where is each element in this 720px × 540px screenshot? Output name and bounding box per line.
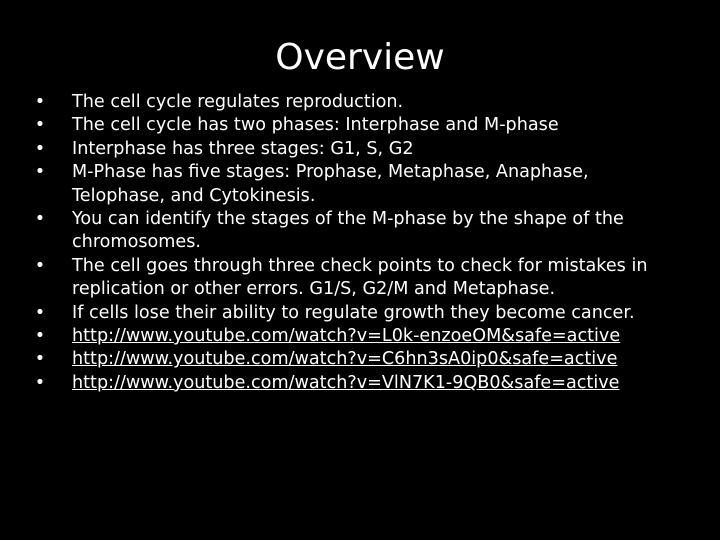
youtube-link[interactable]: http://www.youtube.com/watch?v=VlN7K1-9QB0&safe=active: [72, 372, 620, 393]
bullet-icon: •: [34, 255, 46, 276]
bullet-icon: •: [34, 302, 46, 323]
youtube-link[interactable]: http://www.youtube.com/watch?v=C6hn3sA0ip0&safe=active: [72, 349, 618, 370]
bullet-item: [36, 161, 686, 208]
bullet-text: If cells lose their ability to regulate growth they become cancer.: [72, 302, 635, 323]
bullet-icon: •: [34, 162, 46, 183]
bullet-text: Interphase has three stages: G1, S, G2: [72, 138, 414, 159]
bullet-item: [36, 91, 686, 114]
bullet-text: You can identify the stages of the M-phase by the shape of the chromosomes.: [72, 209, 624, 253]
bullet-icon: •: [34, 115, 46, 136]
bullet-text: The cell goes through three check points to check for mistakes in replication or other errors. G1/S, G2/M and Metaphase.: [72, 255, 648, 300]
bullet-item: [36, 138, 686, 161]
bullet-icon: •: [34, 326, 46, 347]
bullet-icon: •: [34, 372, 46, 393]
bullet-item: [36, 302, 686, 325]
bullet-text: M-Phase has five stages: Prophase, Metaphase, Anaphase, Telophase, and Cytokinesis.: [72, 162, 589, 206]
bullet-text: The cell cycle regulates reproduction.: [72, 92, 404, 112]
bullet-list: [36, 91, 686, 395]
bullet-item-link: [36, 372, 686, 395]
bullet-item-link: [36, 348, 686, 371]
slide-title: Overview: [275, 37, 445, 78]
bullet-icon: •: [34, 349, 46, 370]
bullet-item-link: [36, 325, 686, 348]
bullet-item: [36, 208, 686, 255]
bullet-icon: •: [34, 138, 46, 159]
bullet-icon: •: [34, 92, 46, 112]
bullet-item: [36, 114, 686, 137]
bullet-item: [36, 255, 686, 302]
bullet-icon: •: [34, 209, 46, 230]
youtube-link[interactable]: http://www.youtube.com/watch?v=L0k-enzoeOM&safe=active: [72, 326, 621, 347]
bullet-text: The cell cycle has two phases: Interphase and M-phase: [72, 115, 559, 136]
